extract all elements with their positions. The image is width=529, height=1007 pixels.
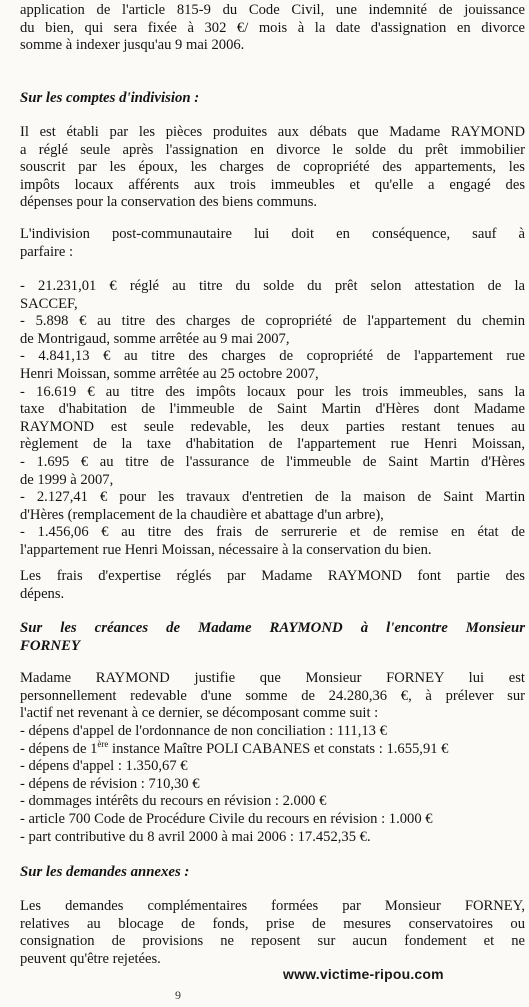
list-item: - 1.456,06 € au titre des frais de serrurerie et de remise en état de bbox=[20, 524, 525, 541]
section-heading-annexes: Sur les demandes annexes : bbox=[20, 864, 190, 880]
text-line: l'actif net revenant à ce dernier, se décomposant comme suit : bbox=[20, 705, 379, 722]
list-item: Henri Moissan, somme arrêtée au 25 octobre 2007, bbox=[20, 365, 319, 382]
list-item: de Montrigaud, somme arrêtée au 9 mai 2007, bbox=[20, 330, 290, 347]
text-line: a réglé seule après l'assignation en divorce le solde du prêt immobilier bbox=[20, 141, 525, 158]
list-item: - 1.695 € au titre de l'assurance de l'immeuble de Saint Martin d'Hères bbox=[20, 453, 525, 470]
text-line: application de l'article 815-9 du Code Civil, une indemnité de jouissance bbox=[20, 2, 525, 18]
list-item-text: - dépens de 1 bbox=[20, 740, 98, 757]
text-line: Les frais d'expertise réglés par Madame RAYMOND font partie des bbox=[20, 568, 525, 584]
list-item: règlement de la taxe d'habitation de l'appartement rue Henri Moissan, bbox=[20, 436, 525, 453]
list-item: - part contributive du 8 avril 2000 à mai 2006 : 17.452,35 €. bbox=[20, 828, 371, 845]
expense-list bbox=[20, 278, 525, 560]
list-item: l'appartement rue Henri Moissan, nécessaire à la conservation du bien. bbox=[20, 541, 432, 558]
list-item: - 21.231,01 € réglé au titre du solde du prêt selon attestation de la bbox=[20, 278, 525, 294]
section-heading-comptes: Sur les comptes d'indivision : bbox=[20, 90, 200, 106]
list-item: SACCEF, bbox=[20, 295, 78, 312]
text-line: parfaire : bbox=[20, 243, 74, 260]
paragraph-annexes bbox=[20, 898, 525, 968]
list-item-text: instance Maître POLI CABANES et constats : 1.655,91 € bbox=[108, 740, 449, 757]
text-line: Les demandes complémentaires formées par Monsieur FORNEY, bbox=[20, 898, 525, 914]
text-line: souscrit par les époux, les charges de copropriété des appartements, les bbox=[20, 159, 525, 176]
list-item: - dépens d'appel de l'ordonnance de non conciliation : 111,13 € bbox=[20, 723, 387, 739]
paragraph-expertise bbox=[20, 568, 525, 603]
list-item: - article 700 Code de Procédure Civile du recours en révision : 1.000 € bbox=[20, 810, 433, 827]
text-line: dépens. bbox=[20, 585, 65, 602]
text-line: personnellement redevable d'une somme de 24.280,36 €, à prélever sur bbox=[20, 687, 525, 704]
list-item bbox=[20, 738, 525, 759]
ordinal-superscript: ère bbox=[97, 738, 109, 749]
claims-list bbox=[20, 723, 525, 846]
text-line: dépenses pour la conservation des biens communs. bbox=[20, 194, 318, 211]
section-heading-creances bbox=[20, 620, 525, 655]
list-item: - dommages intérêts du recours en révision : 2.000 € bbox=[20, 793, 327, 810]
list-item: - 16.619 € au titre des impôts locaux pour les trois immeubles, sans la bbox=[20, 383, 525, 400]
page-number: 9 bbox=[175, 988, 181, 1002]
paragraph-comptes bbox=[20, 124, 525, 212]
text-line: peuvent qu'être rejetées. bbox=[20, 950, 161, 967]
list-item: de 1999 à 2007, bbox=[20, 471, 114, 488]
text-line: relatives au blocage de fonds, prise de mesures conservatoires ou bbox=[20, 915, 525, 932]
list-item: - 2.127,41 € pour les travaux d'entretien de la maison de Saint Martin bbox=[20, 489, 525, 506]
list-item: - 4.841,13 € au titre des charges de copropriété de l'appartement rue bbox=[20, 348, 525, 365]
paragraph-creances bbox=[20, 670, 525, 723]
text-line: impôts locaux afférents aux trois immeubles et qu'elle a engagé des bbox=[20, 176, 525, 193]
text-line: somme à indexer jusqu'au 9 mai 2006. bbox=[20, 37, 245, 54]
paragraph-indivision bbox=[20, 226, 525, 261]
list-item: - dépens de révision : 710,30 € bbox=[20, 775, 200, 792]
list-item: d'Hères (remplacement de la chaudière et abattage d'un arbre), bbox=[20, 506, 384, 523]
heading-line: FORNEY bbox=[20, 637, 81, 654]
text-line: L'indivision post-communautaire lui doit en conséquence, sauf à bbox=[20, 226, 525, 242]
intro-paragraph bbox=[20, 2, 525, 55]
list-item: RAYMOND est seule redevable, les deux parties restant tenues au bbox=[20, 418, 525, 435]
text-line: Il est établi par les pièces produites aux débats que Madame RAYMOND bbox=[20, 124, 525, 140]
list-item: taxe d'habitation de l'immeuble de Saint Martin d'Hères dont Madame bbox=[20, 401, 525, 418]
text-line: Madame RAYMOND justifie que Monsieur FORNEY lui est bbox=[20, 670, 525, 686]
list-item: - dépens d'appel : 1.350,67 € bbox=[20, 758, 188, 775]
heading-line: Sur les créances de Madame RAYMOND à l'encontre Monsieur bbox=[20, 620, 525, 636]
text-line: consignation de provisions ne reposent sur aucun fondement et ne bbox=[20, 933, 525, 950]
text-line: du bien, qui sera fixée à 302 €/ mois à la date d'assignation en divorce bbox=[20, 19, 525, 36]
watermark-url: www.victime-ripou.com bbox=[283, 966, 444, 982]
list-item: - 5.898 € au titre des charges de copropriété de l'appartement du chemin bbox=[20, 313, 525, 330]
